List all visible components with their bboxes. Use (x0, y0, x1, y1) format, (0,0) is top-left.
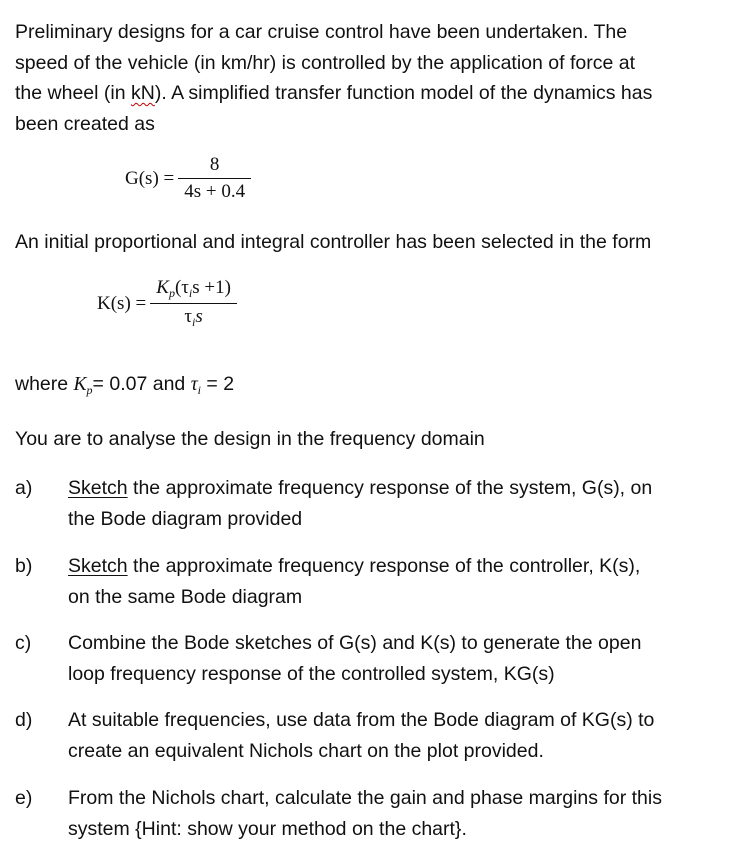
plant-denominator: 4s + 0.4 (184, 181, 246, 202)
num-k: K (156, 277, 169, 298)
item-b-line-1-rest: the approximate frequency response of the controller, K(s), (127, 555, 641, 577)
intro-line-3-rest: ). A simplified transfer function model of the dynamics has (154, 82, 653, 104)
parameter-values (15, 373, 234, 398)
num-paren-open: (τ (174, 277, 189, 298)
item-d-text (68, 705, 654, 766)
item-b-text (68, 551, 640, 612)
controller-denominator (178, 304, 208, 330)
item-c-line-1: Combine the Bode sketches of G(s) and K(s) to generate the open (68, 632, 642, 654)
controller-fraction (150, 277, 237, 330)
item-a-line-2: the Bode diagram provided (68, 507, 303, 530)
controller-lhs: K(s) = (97, 292, 147, 314)
item-e-line-1: From the Nichols chart, calculate the gain and phase margins for this (68, 787, 662, 809)
item-d-label: d) (15, 709, 33, 731)
where-prefix: where (15, 373, 74, 395)
den-tau: τ (184, 306, 193, 327)
intro-line-1: Preliminary designs for a car cruise control have been undertaken. The (15, 21, 628, 43)
item-a-underlined: Sketch (68, 477, 128, 499)
where-k-value: = 0.07 and (92, 373, 191, 395)
plant-lhs: G(s) = (125, 167, 175, 189)
plant-equation (125, 154, 251, 203)
where-k: K (73, 374, 87, 395)
item-c-text (68, 628, 641, 689)
item-d-line-2: create an equivalent Nichols chart on the plot provided. (68, 739, 544, 762)
item-b-underlined: Sketch (68, 555, 128, 577)
item-a-line-1-rest: the approximate frequency response of the system, G(s), on (127, 477, 653, 499)
plant-numerator: 8 (209, 154, 220, 175)
unit-kn: kN (130, 82, 155, 104)
plant-fraction (178, 154, 251, 203)
item-b-line-1 (68, 551, 640, 582)
num-tau-sub: i (188, 286, 193, 300)
item-a-label: a) (15, 477, 33, 499)
item-b-label: b) (15, 555, 33, 577)
item-d-line-1: At suitable frequencies, use data from the Bode diagram of KG(s) to (68, 709, 655, 731)
intro-line-3-start: the wheel (in (15, 82, 131, 104)
den-s: s (195, 306, 203, 327)
item-a-text (68, 473, 652, 534)
intro-line-3 (15, 78, 740, 109)
num-rest: s +1) (192, 277, 231, 298)
controller-equation (97, 277, 237, 330)
item-e-label: e) (15, 787, 33, 809)
item-e-text (68, 783, 662, 844)
item-c-label: c) (15, 632, 32, 654)
controller-numerator (150, 277, 237, 303)
intro-line-4: been created as (15, 112, 155, 135)
num-k-sub: p (168, 286, 175, 300)
item-c-line-2: loop frequency response of the controlled system, KG(s) (68, 662, 555, 685)
where-tau-value: = 2 (201, 373, 235, 395)
where-k-sub: p (86, 383, 93, 397)
den-tau-sub: i (192, 315, 196, 329)
item-b-line-2: on the same Bode diagram (68, 585, 303, 608)
controller-intro: An initial proportional and integral controller has been selected in the form (15, 231, 652, 253)
intro-paragraph (15, 17, 740, 139)
item-a-line-1 (68, 473, 652, 504)
task-intro: You are to analyse the design in the frequency domain (15, 428, 485, 450)
where-tau: τ (190, 374, 198, 395)
item-e-line-2: system {Hint: show your method on the chart}. (68, 817, 467, 840)
where-tau-sub: i (197, 383, 202, 397)
intro-line-2: speed of the vehicle (in km/hr) is controlled by the application of force at (15, 51, 635, 74)
